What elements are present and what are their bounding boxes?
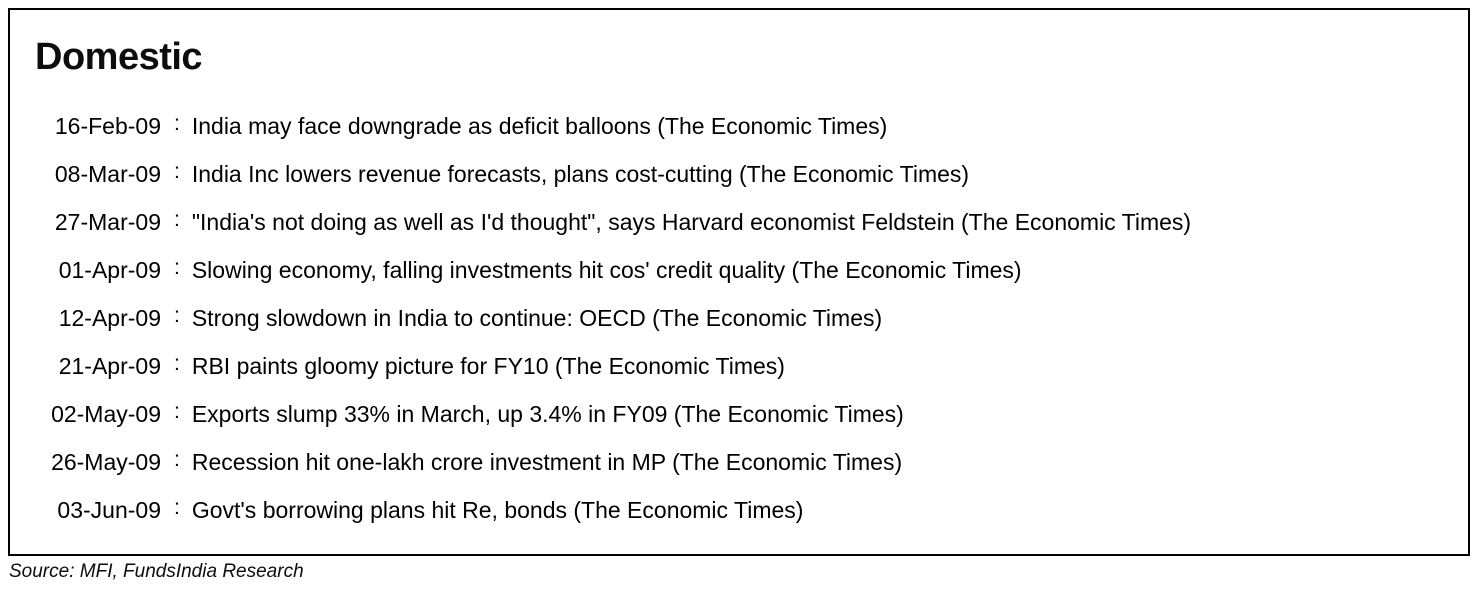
- colon-separator: :: [174, 447, 180, 471]
- colon-separator: :: [174, 495, 180, 519]
- news-item: [35, 342, 1448, 390]
- news-headline: RBI paints gloomy picture for FY10 (The Economic Times): [191, 352, 785, 379]
- news-date: 12-Apr-09: [58, 304, 161, 331]
- colon-separator: :: [174, 303, 180, 327]
- colon-separator: :: [174, 159, 180, 183]
- colon-separator: :: [174, 207, 180, 231]
- source-note: Source: MFI, FundsIndia Research: [9, 561, 304, 582]
- news-date: 03-Jun-09: [57, 496, 161, 523]
- colon-separator: :: [174, 255, 180, 279]
- news-headline: Govt's borrowing plans hit Re, bonds (The Economic Times): [191, 496, 804, 523]
- news-item: [35, 486, 1448, 534]
- page-title: Domestic: [35, 36, 203, 78]
- news-date: 08-Mar-09: [54, 160, 161, 187]
- news-item: [35, 102, 1448, 150]
- news-headline: Exports slump 33% in March, up 3.4% in FY09 (The Economic Times): [191, 400, 904, 427]
- news-headline: Slowing economy, falling investments hit cos' credit quality (The Economic Times): [191, 256, 1022, 283]
- news-headline: India may face downgrade as deficit balloons (The Economic Times): [191, 112, 888, 139]
- news-item: [35, 150, 1448, 198]
- news-headline: India Inc lowers revenue forecasts, plans cost-cutting (The Economic Times): [191, 160, 970, 187]
- news-item: [35, 198, 1448, 246]
- news-date: 21-Apr-09: [58, 352, 161, 379]
- news-date: 26-May-09: [51, 448, 161, 475]
- news-item: [35, 246, 1448, 294]
- colon-separator: :: [174, 399, 180, 423]
- news-date: 01-Apr-09: [58, 256, 161, 283]
- news-date: 27-Mar-09: [54, 208, 161, 235]
- news-list: [35, 102, 1448, 534]
- news-headline: Recession hit one-lakh crore investment in MP (The Economic Times): [191, 448, 903, 475]
- news-item: [35, 390, 1448, 438]
- colon-separator: :: [174, 351, 180, 375]
- news-date: 02-May-09: [51, 400, 161, 427]
- domestic-news-panel: [8, 8, 1470, 556]
- colon-separator: :: [174, 111, 180, 135]
- news-item: [35, 438, 1448, 486]
- news-date: 16-Feb-09: [54, 112, 161, 139]
- news-item: [35, 294, 1448, 342]
- news-headline: "India's not doing as well as I'd thought", says Harvard economist Feldstein (The Economic Times): [191, 208, 1192, 235]
- news-headline: Strong slowdown in India to continue: OECD (The Economic Times): [191, 304, 883, 331]
